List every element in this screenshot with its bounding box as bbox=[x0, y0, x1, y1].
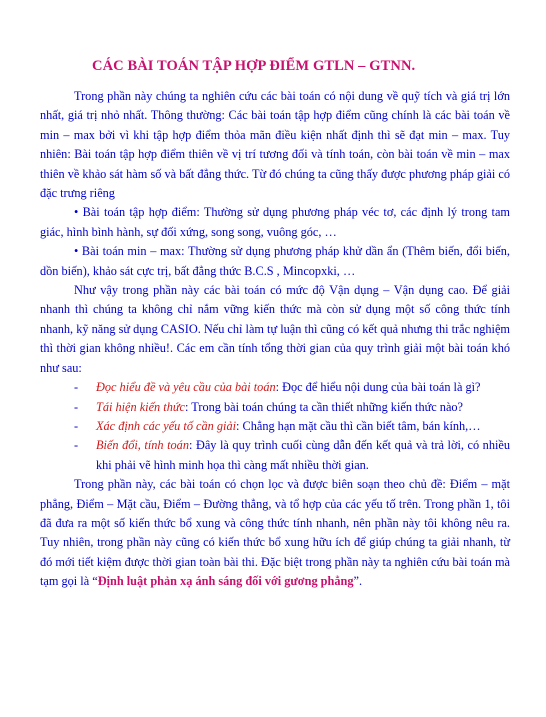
closing-quote: ”. bbox=[353, 574, 363, 589]
intro-paragraph: Trong phần này chúng ta nghiên cứu các bài toán có nội dung về quỹ tích và giá trị lớn nhất, giá trị nhỏ nhất. Thông thường: Các bài toán tập hợp điểm cũng chính là các bài toán về min – max bởi vì khi tập hợp điểm thỏa mãn điều kiện nhất định thì sẽ đạt min – max. Tuy nhiên: Bài toán tập hợp điểm thiên về vị trí tương đối và tính toán, còn bài toán về min – max thiên về khảo sát hàm số và bất đẳng thức. Từ đó chúng ta cũng thấy được phương pháp giải có đặc trưng riêng bbox=[40, 89, 510, 201]
step-text: : Chẳng hạn mặt cầu thì cần biết tâm, bán kính,… bbox=[236, 418, 481, 433]
document-title: CÁC BÀI TOÁN TẬP HỢP ĐIỂM GTLN – GTNN. bbox=[92, 58, 416, 74]
step-label: Biến đổi, tính toán bbox=[96, 438, 189, 453]
step-text: : Trong bài toán chúng ta cần thiết những kiến thức nào? bbox=[185, 399, 464, 414]
closing-text: Trong phần này, các bài toán có chọn lọc và được biên soạn theo chủ đề: Điểm – mặt phẳng, Điểm – Mặt cầu, Điểm – Đường thẳng, và tổ hợp của các yếu tố trên. Trong phần 1, tôi đã đưa ra một số kiến thức bổ xung và công thức tính nhanh, nên phần này tôi không nêu ra. Tuy nhiên, trong phần này cũng có kiến thức bổ xung hữu ích để giúp chúng ta giải nhanh, từ đó mới tiết kiệm được thời gian toàn bài thi. Đặc biệt trong phần này ta nghiên cứu bài toán mà tạm gọi là “ bbox=[40, 477, 510, 589]
list-item bbox=[40, 378, 510, 397]
bullet-min-max: • Bài toán min – max: Thường sử dụng phương pháp khử dần ẩn (Thêm biến, đổi biến, dồn biến), khảo sát cực trị, bất đẳng thức B.C.S , Mincopxki, … bbox=[40, 244, 510, 278]
dash-marker: - bbox=[74, 418, 79, 433]
list-item bbox=[40, 398, 510, 417]
step-label: Xác định các yếu tố cần giải bbox=[96, 418, 237, 433]
step-label: Tái hiện kiến thức bbox=[96, 399, 186, 414]
list-item bbox=[40, 436, 510, 475]
dash-marker: - bbox=[74, 438, 79, 453]
step-text: : Đọc để hiểu nội dung của bài toán là gì? bbox=[275, 380, 481, 395]
step-label: Đọc hiểu đề và yêu cầu của bài toán bbox=[96, 380, 276, 395]
dash-marker: - bbox=[74, 399, 79, 414]
dash-marker: - bbox=[74, 380, 79, 395]
reflection-law-highlight: Định luật phản xạ ánh sáng đối với gương phẳng bbox=[97, 574, 354, 589]
list-item bbox=[40, 417, 510, 436]
method-paragraph: Như vậy trong phần này các bài toán có mức độ Vận dụng – Vận dụng cao. Để giải nhanh thì chúng ta không chỉ nắm vững kiến thức mà còn sử dụng một số công thức tính nhanh, kỹ năng sử dụng CASIO. Nếu chỉ làm tự luận thì cũng có kết quả nhưng thi trắc nghiệm thì thời gian không nhiều!. Các em cần tính tổng thời gian của quy trình giải một bài toán khó như sau: bbox=[40, 283, 510, 375]
step-text: : Đây là quy trình cuối cùng dẫn đến kết quả và trả lời, có nhiều khi phải vẽ hình minh họa thì càng mất nhiều thời gian. bbox=[96, 438, 510, 472]
bullet-point-sets: • Bài toán tập hợp điểm: Thường sử dụng phương pháp véc tơ, các định lý trong tam giác, hình bình hành, sự đối xứng, song song, vuông góc, … bbox=[40, 205, 510, 239]
closing-paragraph bbox=[40, 475, 510, 591]
steps-list bbox=[40, 378, 510, 475]
